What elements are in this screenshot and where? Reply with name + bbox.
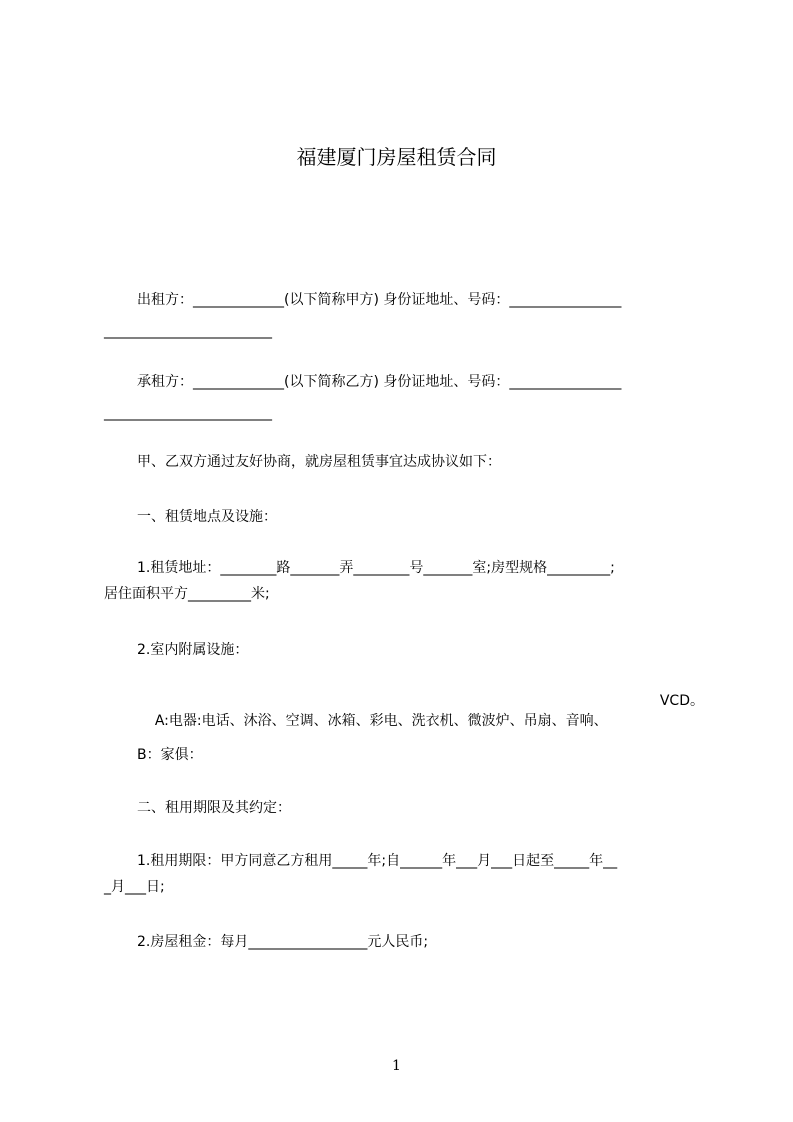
lease-term-line-1: 1.租用期限：甲方同意乙方租用_____年;自______年___月___日起至_____年__ [137,853,618,869]
section-2-heading: 二、租用期限及其约定： [137,800,291,816]
section-1-heading: 一、租赁地点及设施： [137,509,277,525]
agreement-intro: 甲、乙双方通过友好协商，就房屋租赁事宜达成协议如下： [137,454,501,470]
furniture-line: B：家俱： [137,747,203,763]
appliances-list: A:电器:电话、沐浴、空调、冰箱、彩电、洗衣机、微波炉、吊扇、音响、 [154,713,608,729]
appliances-vcd: VCD。 [659,693,704,709]
lease-term-line-2: _月___日; [104,879,165,895]
lessee-line-1: 承租方：_____________(以下简称乙方) 身份证地址、号码：________________ [137,374,622,390]
lessee-line-2: ________________________ [104,405,272,421]
lessor-line-2: ________________________ [104,323,272,339]
lessor-line-1: 出租方：_____________(以下简称甲方) 身份证地址、号码：________________ [137,292,622,308]
facilities-heading: 2.室内附属设施： [137,642,249,658]
rental-address-line-2: 居住面积平方_________米; [104,586,270,602]
rent-amount-line: 2.房屋租金：每月_________________元人民币; [137,934,429,950]
document-title: 福建厦门房屋租赁合同 [296,145,497,169]
page-number: 1 [392,1058,401,1074]
rental-address-line-1: 1.租赁地址：________路_______弄________号_______室;房型规格_________; [137,560,615,576]
